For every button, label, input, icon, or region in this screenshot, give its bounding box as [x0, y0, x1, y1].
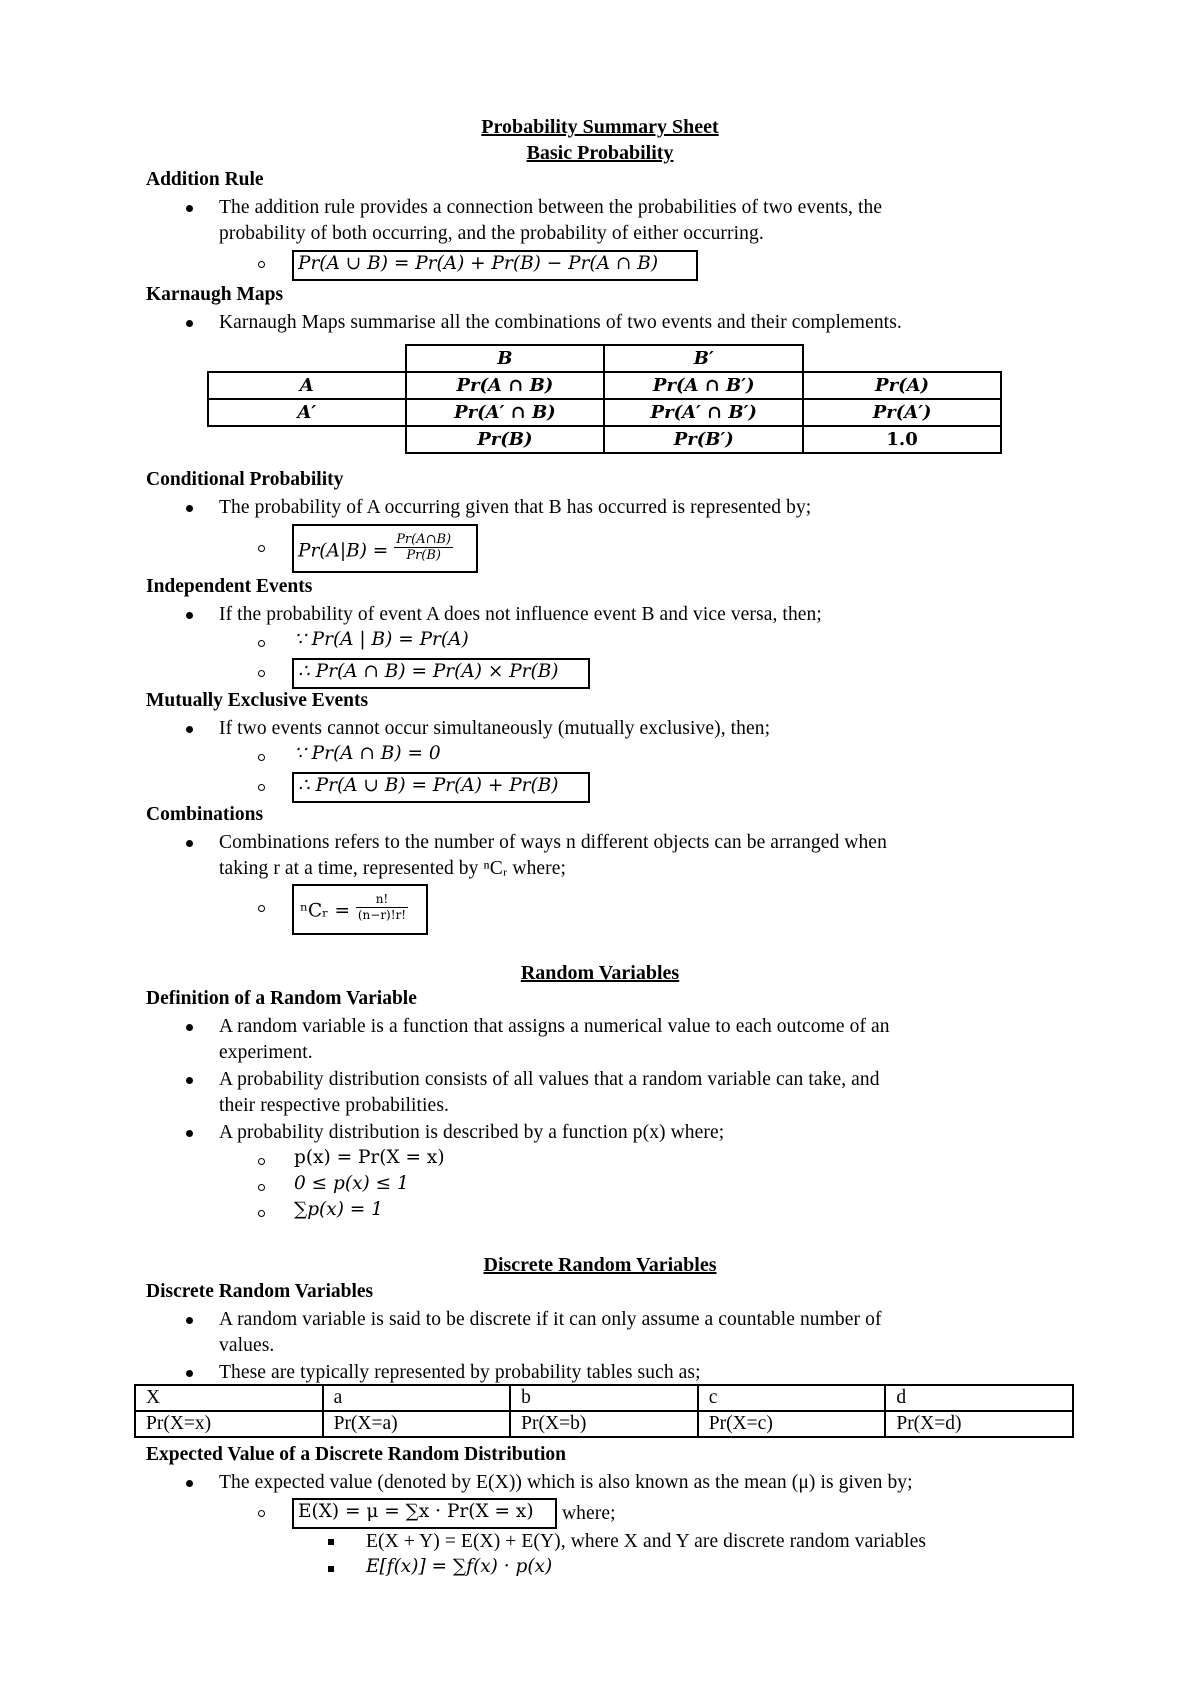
random-text-1a: A random variable is a function that assigns a numerical value to each outcome of an — [219, 1016, 890, 1037]
random-text-3: A probability distribution is described by a function p(x) where; — [219, 1122, 725, 1143]
heading-independent: Independent Events — [146, 576, 313, 597]
combinations-lhs: ⁿCᵣ = — [300, 900, 350, 922]
km-cell: Pr(B) — [406, 426, 605, 453]
random-sub-2: 0 ≤ p(x) ≤ 1 — [294, 1173, 409, 1194]
circle-bullet-icon — [258, 784, 265, 791]
combinations-text-1: Combinations refers to the number of ways n different objects can be arranged when — [219, 832, 887, 853]
circle-bullet-icon — [258, 1510, 265, 1517]
karnaugh-map-table — [207, 344, 1002, 454]
combinations-text-2: taking r at a time, represented by ⁿCᵣ where; — [219, 858, 567, 879]
heading-definition: Definition of a Random Variable — [146, 988, 417, 1009]
conditional-denominator: Pr(B) — [406, 548, 441, 563]
formula-conditional — [298, 532, 453, 567]
mutual-formula-1: ∵ Pr(A ∩ B) = 0 — [294, 743, 441, 764]
conditional-numerator: Pr(A∩B) — [396, 532, 452, 547]
prob-table-cell: c — [698, 1385, 886, 1411]
bullet-icon — [186, 726, 193, 733]
ev-sub-2: E[f(x)] = ∑f(x) · p(x) — [366, 1556, 553, 1577]
ev-sub-1: E(X + Y) = E(X) + E(Y), where X and Y are discrete random variables — [366, 1531, 927, 1552]
circle-bullet-icon — [258, 754, 265, 761]
bullet-icon — [186, 1130, 193, 1137]
prob-table-cell: d — [885, 1385, 1073, 1411]
prob-table-cell: Pr(X=b) — [510, 1411, 698, 1437]
prob-table-cell: b — [510, 1385, 698, 1411]
circle-bullet-icon — [258, 670, 265, 677]
km-cell: 1.0 — [803, 426, 1001, 453]
km-header-b: B — [406, 345, 605, 372]
section-title-basic: Basic Probability — [526, 142, 674, 164]
random-sub-1: p(x) = Pr(X = x) — [294, 1147, 445, 1168]
km-header-bprime: B′ — [604, 345, 803, 372]
circle-bullet-icon — [258, 905, 265, 912]
discrete-text-1b: values. — [219, 1335, 275, 1356]
square-bullet-icon — [328, 1539, 334, 1545]
heading-discrete: Discrete Random Variables — [146, 1281, 374, 1302]
bullet-icon — [186, 505, 193, 512]
section-title-random: Random Variables — [520, 962, 680, 984]
ev-text: The expected value (denoted by E(X)) which is also known as the mean (μ) is given by; — [219, 1472, 913, 1493]
prob-table-cell: Pr(X=d) — [885, 1411, 1073, 1437]
discrete-text-2: These are typically represented by probability tables such as; — [219, 1362, 701, 1383]
km-row-a-label: A — [208, 372, 406, 399]
probability-table — [134, 1384, 1074, 1438]
mutual-text: If two events cannot occur simultaneously (mutually exclusive), then; — [219, 718, 771, 739]
random-text-2b: their respective probabilities. — [219, 1095, 449, 1116]
bullet-icon — [186, 1024, 193, 1031]
km-row-aprime-label: A′ — [208, 399, 406, 426]
formula-combinations — [300, 892, 408, 927]
bullet-icon — [186, 1317, 193, 1324]
circle-bullet-icon — [258, 545, 265, 552]
circle-bullet-icon — [258, 1184, 265, 1191]
prob-table-cell: Pr(X=x) — [135, 1411, 323, 1437]
random-text-1b: experiment. — [219, 1042, 313, 1063]
random-sub-3: ∑p(x) = 1 — [294, 1199, 383, 1220]
prob-table-cell: a — [323, 1385, 511, 1411]
km-cell: Pr(A′ ∩ B) — [406, 399, 605, 426]
independent-formula-1: ∵ Pr(A | B) = Pr(A) — [294, 629, 469, 650]
km-cell: Pr(A ∩ B′) — [604, 372, 803, 399]
combinations-denominator: (n−r)!r! — [357, 908, 407, 922]
heading-combinations: Combinations — [146, 804, 264, 825]
heading-mutual: Mutually Exclusive Events — [146, 690, 369, 711]
prob-table-cell: Pr(X=c) — [698, 1411, 886, 1437]
addition-text-1: The addition rule provides a connection between the probabilities of two events, the — [219, 197, 883, 218]
square-bullet-icon — [328, 1566, 334, 1572]
prob-table-cell: Pr(X=a) — [323, 1411, 511, 1437]
random-text-2a: A probability distribution consists of all values that a random variable can take, and — [219, 1069, 880, 1090]
karnaugh-text: Karnaugh Maps summarise all the combinations of two events and their complements. — [219, 312, 902, 333]
bullet-icon — [186, 1077, 193, 1084]
heading-karnaugh: Karnaugh Maps — [146, 284, 284, 305]
bullet-icon — [186, 1480, 193, 1487]
km-cell: Pr(A′) — [803, 399, 1001, 426]
heading-expected-value: Expected Value of a Discrete Random Distribution — [146, 1444, 566, 1465]
bullet-icon — [186, 205, 193, 212]
km-cell: Pr(A) — [803, 372, 1001, 399]
circle-bullet-icon — [258, 1158, 265, 1165]
conditional-lhs: Pr(A|B) = — [298, 540, 389, 562]
bullet-icon — [186, 320, 193, 327]
bullet-icon — [186, 1370, 193, 1377]
section-title-discrete: Discrete Random Variables — [483, 1254, 717, 1276]
km-cell: Pr(B′) — [604, 426, 803, 453]
km-cell: Pr(A ∩ B) — [406, 372, 605, 399]
addition-text-2: probability of both occurring, and the probability of either occurring. — [219, 223, 764, 244]
bullet-icon — [186, 612, 193, 619]
combinations-numerator: n! — [356, 892, 408, 908]
conditional-text: The probability of A occurring given that B has occurred is represented by; — [219, 497, 812, 518]
page-title: Probability Summary Sheet — [481, 116, 719, 138]
circle-bullet-icon — [258, 1210, 265, 1217]
circle-bullet-icon — [258, 640, 265, 647]
mutual-formula-2: ∴ Pr(A ∪ B) = Pr(A) + Pr(B) — [298, 775, 559, 796]
circle-bullet-icon — [258, 261, 265, 268]
prob-table-cell: X — [135, 1385, 323, 1411]
heading-conditional: Conditional Probability — [146, 469, 344, 490]
discrete-text-1a: A random variable is said to be discrete if it can only assume a countable number of — [219, 1309, 882, 1330]
independent-formula-2: ∴ Pr(A ∩ B) = Pr(A) × Pr(B) — [298, 661, 559, 682]
independent-text: If the probability of event A does not influence event B and vice versa, then; — [219, 604, 822, 625]
formula-addition: Pr(A ∪ B) = Pr(A) + Pr(B) − Pr(A ∩ B) — [298, 253, 659, 274]
km-cell: Pr(A′ ∩ B′) — [604, 399, 803, 426]
heading-addition-rule: Addition Rule — [146, 169, 264, 190]
ev-where: where; — [562, 1503, 616, 1524]
ev-formula: E(X) = μ = ∑x · Pr(X = x) — [298, 1501, 534, 1522]
bullet-icon — [186, 840, 193, 847]
